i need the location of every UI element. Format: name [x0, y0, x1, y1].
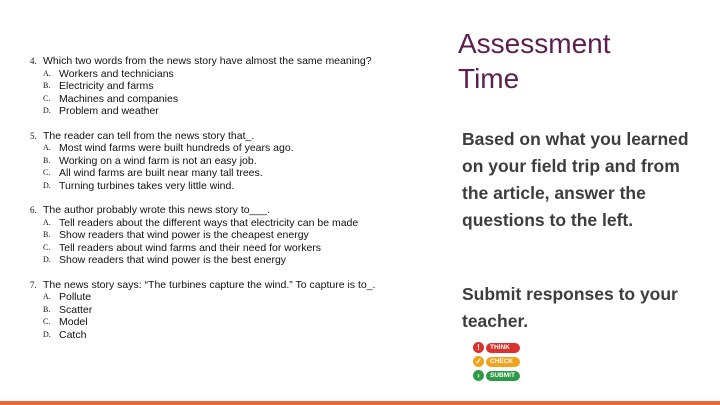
logo-label: SUBMIT	[486, 371, 520, 381]
option-letter: C.	[43, 242, 51, 252]
option-text: Machines and companies	[59, 92, 179, 105]
option-letter: D.	[43, 180, 51, 190]
logo-label: THINK	[486, 343, 520, 353]
option-letter: B.	[43, 155, 51, 165]
option	[30, 304, 415, 317]
option-text: Turning turbines takes very little wind.	[59, 179, 235, 192]
option-text: Show readers that wind power is the best energy	[59, 254, 287, 266]
instructions-text: Based on what you learned on your field trip and from the article, answer the questions to the left.	[462, 129, 689, 230]
question-6	[30, 204, 415, 267]
question-number: 5.	[30, 130, 37, 141]
question-text: The reader can tell from the news story that_.	[43, 129, 255, 142]
accent-bar	[0, 401, 720, 405]
option	[30, 229, 415, 242]
option-letter: A.	[43, 143, 51, 152]
option	[30, 217, 415, 230]
option	[30, 68, 415, 81]
arrow-right-icon: ›	[473, 370, 484, 381]
checkmark-icon: ✓	[473, 356, 484, 367]
question-number: 7.	[30, 279, 37, 290]
option-text: Electricity and farms	[59, 80, 154, 92]
slide-title	[458, 26, 611, 96]
option-letter: A.	[43, 68, 51, 78]
option-letter: C.	[43, 93, 51, 103]
question-7	[30, 279, 415, 342]
option-text: Most wind farms were built hundreds of years ago.	[59, 142, 294, 154]
option	[30, 155, 415, 168]
logo-row-check	[473, 355, 529, 368]
option	[30, 329, 415, 342]
option-text: Model	[59, 316, 88, 328]
option-text: Tell readers about wind farms and their need for workers	[59, 241, 322, 254]
option-text: Tell readers about the different ways that electricity can be made	[59, 216, 359, 229]
option-letter: C.	[43, 168, 51, 177]
option	[30, 93, 415, 106]
option-text: Problem and weather	[59, 105, 159, 117]
option	[30, 180, 415, 193]
option	[30, 105, 415, 118]
option-letter: A.	[43, 217, 51, 227]
question-4	[30, 55, 415, 118]
option	[30, 316, 415, 329]
question-text: Which two words from the news story have almost the same meaning?	[43, 55, 372, 67]
option	[30, 167, 415, 180]
title-line: Assessment	[458, 28, 611, 59]
option-letter: A.	[43, 292, 51, 301]
logo-row-think	[473, 341, 529, 354]
option	[30, 254, 415, 267]
exclamation-icon: !	[473, 342, 484, 353]
option	[30, 291, 415, 304]
option	[30, 242, 415, 255]
question-text: The author probably wrote this news story to___.	[43, 204, 271, 216]
option-letter: B.	[43, 81, 51, 90]
option-text: Workers and technicians	[59, 67, 174, 80]
option-text: All wind farms are built near many tall trees.	[59, 167, 263, 179]
option-letter: D.	[43, 106, 51, 115]
question-list	[30, 55, 415, 353]
question-number: 4.	[30, 56, 37, 66]
option	[30, 80, 415, 93]
option-text: Catch	[59, 328, 87, 341]
think-check-submit-logo	[473, 341, 529, 383]
submit-instructions: Submit responses to your teacher.	[462, 284, 678, 331]
option-letter: B.	[43, 230, 51, 239]
option-text: Working on a wind farm is not an easy job.	[59, 154, 257, 167]
logo-row-submit	[473, 369, 529, 382]
option-letter: D.	[43, 255, 51, 264]
option-text: Scatter	[59, 303, 93, 316]
option-text: Pollute	[59, 291, 92, 303]
title-line: Time	[458, 63, 520, 94]
question-number: 6.	[30, 205, 37, 215]
option-letter: D.	[43, 329, 51, 339]
logo-label: CHECK	[486, 357, 520, 367]
option-text: Show readers that wind power is the cheapest energy	[59, 229, 309, 241]
option-letter: C.	[43, 317, 51, 326]
option-letter: B.	[43, 304, 51, 314]
question-text: The news story says: “The turbines capture the wind.” To capture is to_.	[43, 278, 376, 291]
option	[30, 142, 415, 155]
question-5	[30, 130, 415, 193]
